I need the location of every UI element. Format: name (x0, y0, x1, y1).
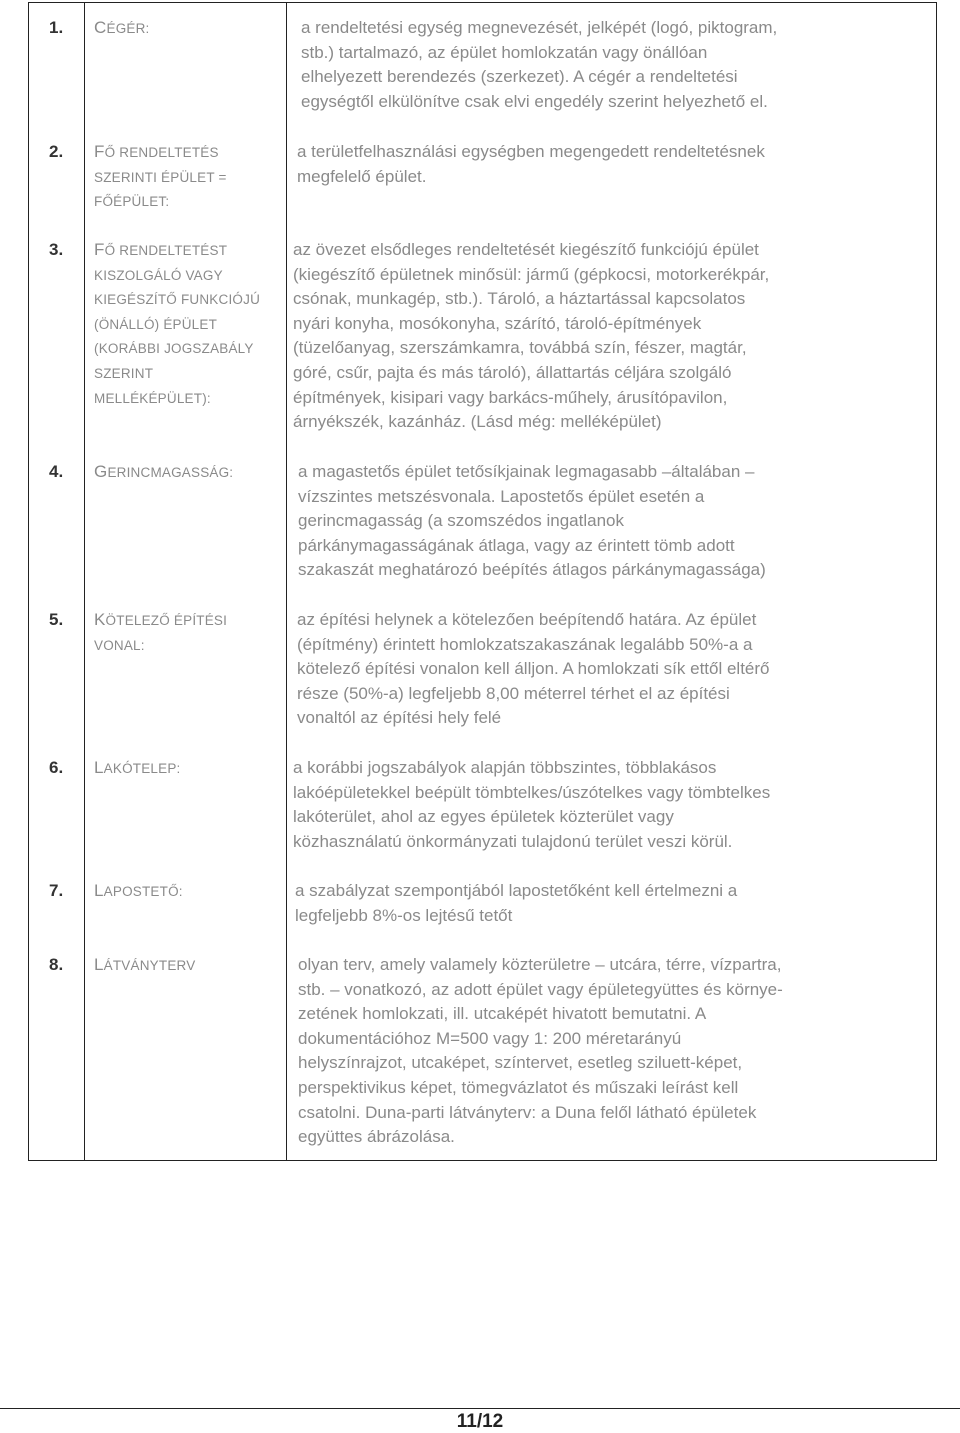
term-initial: L (94, 955, 104, 974)
entry-term (94, 140, 284, 215)
term-initial: G (94, 462, 108, 481)
term-rest: Ő RENDELTETÉS SZERINTI ÉPÜLET = FŐÉPÜLET: (94, 145, 227, 210)
entry-number: 8. (49, 955, 64, 974)
entry-number: 6. (49, 758, 64, 777)
column-divider (84, 3, 85, 1160)
entry-number: 3. (49, 240, 64, 259)
entry-number: 7. (49, 881, 64, 900)
column-divider (286, 3, 287, 1160)
entry-definition: a korábbi jogszabályok alapján többszintes, többlakásos lakóépületekkel beépült tömbtelkes/úszótelkes vagy tömbtelkes lakóterület, ahol az egyes épületek közterület vagy közhasználatú önkormányzati tulajdonú terület veszi körül. (293, 758, 771, 851)
entry-number: 4. (49, 462, 64, 481)
entry-definition: a szabályzat szempontjából lapostetőként kell értelmezni a legfeljebb 8%-os lejtésű tetőt (295, 881, 738, 925)
entry-term (94, 879, 284, 905)
definitions-table (28, 2, 937, 1161)
term-rest: Ő RENDELTETÉST KISZOLGÁLÓ VAGY KIEGÉSZÍTŐ FUNKCIÓJÚ (ÖNÁLLÓ) ÉPÜLET (KORÁBBI JOGSZABÁLY SZERINT MELLÉKÉPÜLET): (94, 243, 261, 406)
entry-definition: a magastetős épület tetősíkjainak legmagasabb –általában – vízszintes metszésvonala. Lapostetős épület esetén a gerincmagasság (a szomszédos ingatlanok párkánymagasságának átlaga, vagy az érintett tömb adott szakaszát meghatározó beépítés átlagos párkánymagassága) (298, 462, 766, 580)
entry-term (94, 16, 284, 42)
term-initial: F (94, 142, 105, 161)
entry-number: 5. (49, 610, 64, 629)
entry-definition: az építési helynek a kötelezően beépítendő határa. Az épület (építmény) érintett homlokzatszakaszának legalább 50%-a a kötelező építési vonalon kell álljon. A homlokzati sík ettől eltérő része (50%-a) legfeljebb 8,00 méterrel térhet el az építési vonaltól az építési hely felé (297, 610, 770, 728)
term-rest: ÁTVÁNYTERV (103, 958, 196, 973)
entry-term (94, 460, 284, 486)
entry-term (94, 953, 284, 979)
term-rest: ÉGÉR: (106, 21, 150, 36)
term-initial: C (94, 18, 107, 37)
entry-definition: az övezet elsődleges rendeltetését kiegészítő funkciójú épület (kiegészítő épületnek minősül: jármű (gépkocsi, motorkerékpár, csónak, munkagép, stb.). Tároló, a háztartással kapcsolatos nyári konyha, mosókonyha, szárító, tároló-építmények (tüzelőanyag, szerszámkamra, továbbá szín, fészer, magtár, góré, csűr, pajta és más tároló), állattartás céljára szolgáló építmények, kisipari vagy barkács-műhely, árusítópavilon, árnyékszék, kazánház. (Lásd még: melléképület) (293, 240, 770, 432)
entry-definition: a területfelhasználási egységben megengedett rendeltetésnek megfelelő épület. (297, 142, 765, 186)
term-rest: APOSTETŐ: (103, 884, 183, 899)
entry-number: 1. (49, 18, 64, 37)
footer-divider (0, 1408, 960, 1409)
term-initial: K (94, 610, 106, 629)
term-rest: ERINCMAGASSÁG: (107, 465, 234, 480)
entry-term (94, 608, 284, 658)
term-rest: ÖTELEZŐ ÉPÍTÉSI VONAL: (94, 613, 228, 653)
term-initial: L (94, 758, 104, 777)
entry-number: 2. (49, 142, 64, 161)
entry-definition: a rendeltetési egység megnevezését, jelképét (logó, piktogram, stb.) tartalmazó, az épület homlokzatán vagy önállóan elhelyezett berendezés (szerkezet). A cégér a rendeltetési egységtől elkülönítve csak elvi engedély szerint helyezhető el. (301, 18, 778, 111)
term-rest: AKÓTELEP: (103, 761, 181, 776)
page-number: 11/12 (456, 1411, 504, 1432)
term-initial: F (94, 240, 105, 259)
entry-term (94, 238, 284, 411)
entry-definition: olyan terv, amely valamely közterületre – utcára, térre, vízpartra, stb. – vonatkozó, az adott épület vagy épületegyüttes és környe- zetének homlokzati, ill. utcaképét hivatott bemutatni. A dokumentációhoz M=500 vagy 1: 200 méretarányú helyszínrajzot, utcaképet, színtervet, esetleg sziluett-képet, perspektivikus képet, tömegvázlatot és műszaki leírást kell csatolni. Duna-parti látványterv: a Duna felől látható épületek együttes ábrázolása. (298, 955, 783, 1147)
entry-term (94, 756, 284, 782)
term-initial: L (94, 881, 104, 900)
